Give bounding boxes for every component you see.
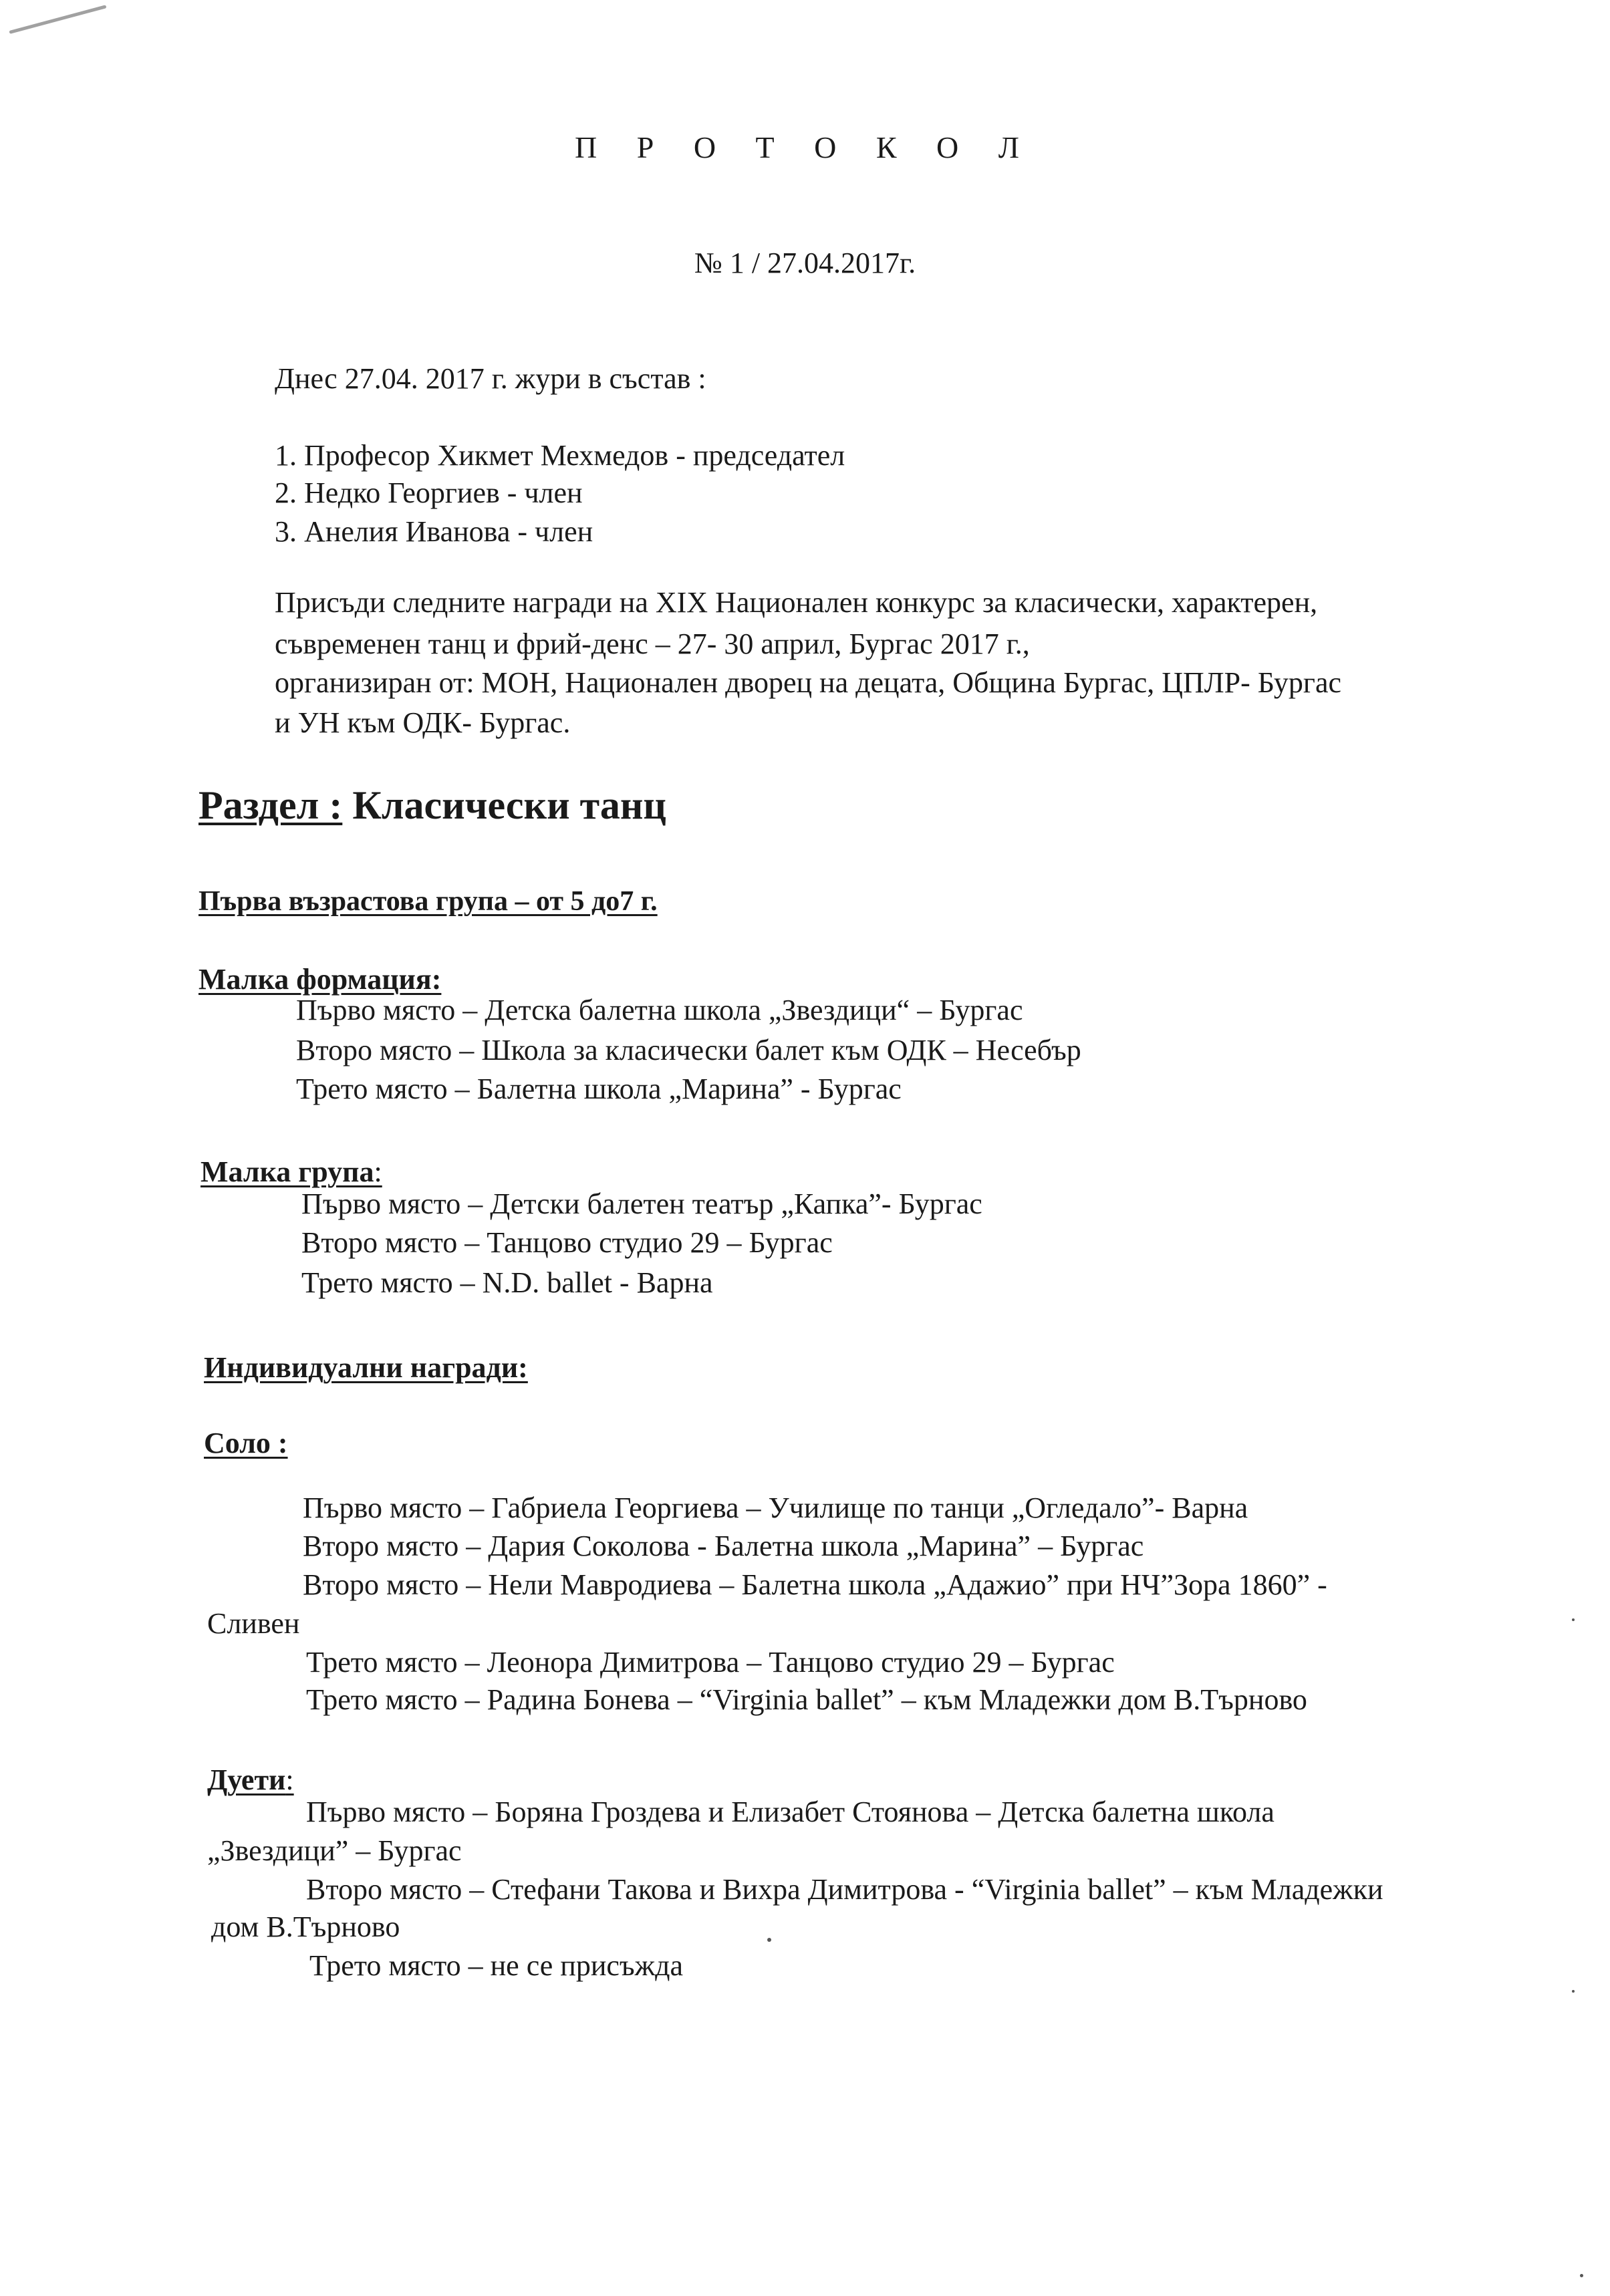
award-text-line-3: организиран от: МОН, Национален дворец на децата, Община Бургас, ЦПЛР- Бургас [275, 666, 1342, 699]
award-text-line-1: Присъди следните награди на XIX Национален конкурс за класически, характерен, [275, 586, 1318, 619]
protocol-number: № 1 / 27.04.2017г. [694, 247, 916, 279]
solo-entry-1: Първо място – Габриела Георгиева – Училище по танци „Огледало”- Варна [303, 1491, 1248, 1524]
intro-line: Днес 27.04. 2017 г. жури в състав : [275, 362, 706, 395]
scan-speck [1572, 1990, 1575, 1993]
jury-member-2: 2. Недко Георгиев - член [275, 476, 583, 509]
solo-entry-3: Второ място – Нели Мавродиева – Балетна школа „Адажио” при НЧ”Зора 1860” - [303, 1568, 1327, 1601]
section-heading [198, 785, 666, 825]
scan-pen-mark [9, 5, 106, 34]
small-formation-entry-2: Второ място – Школа за класически балет към ОДК – Несебър [296, 1034, 1081, 1066]
small-group-heading-text: Малка група [200, 1155, 374, 1188]
duets-entry-1: Първо място – Боряна Гроздева и Елизабет Стоянова – Детска балетна школа [306, 1796, 1274, 1828]
jury-member-1: 1. Професор Хикмет Мехмедов - председател [275, 439, 845, 472]
age-group-heading: Първа възрастова група – от 5 до7 г. [198, 886, 658, 917]
duets-entry-3: Трето място – не се присъжда [309, 1949, 684, 1982]
individual-awards-heading: Индивидуални награди: [204, 1351, 528, 1384]
solo-heading: Соло : [204, 1427, 288, 1459]
solo-entry-2: Второ място – Дария Соколова - Балетна школа „Марина” – Бургас [303, 1530, 1144, 1562]
duets-heading-text: Дуети [207, 1763, 286, 1796]
small-formation-heading: Малка формация: [198, 963, 442, 996]
duets-heading [207, 1765, 294, 1795]
section-label: Раздел : [198, 783, 343, 827]
duets-entry-2-continued: дом В.Търново [211, 1910, 400, 1943]
award-text-line-4: и УН към ОДК- Бургас. [275, 706, 571, 739]
document-title: П Р О Т О К О Л [575, 130, 1035, 164]
small-group-entry-1: Първо място – Детски балетен театър „Капка”- Бургас [301, 1187, 982, 1220]
scan-speck [767, 1938, 771, 1942]
small-group-entry-2: Второ място – Танцово студио 29 – Бургас [301, 1226, 833, 1259]
duets-heading-colon: : [285, 1763, 294, 1796]
duets-entry-2: Второ място – Стефани Такова и Вихра Димитрова - “Virginia ballet” – към Младежки [306, 1873, 1383, 1906]
scan-speck [1580, 2274, 1583, 2277]
small-formation-entry-1: Първо място – Детска балетна школа „Звездици“ – Бургас [296, 994, 1023, 1026]
solo-entry-5: Трето място – Радина Бонева – “Virginia ballet” – към Младежки дом В.Търново [306, 1683, 1307, 1716]
duets-entry-1-continued: „Звездици” – Бургас [207, 1834, 462, 1867]
award-text-line-2: съвременен танц и фрий-денс – 27- 30 април, Бургас 2017 г., [275, 627, 1030, 660]
small-group-heading-colon: : [374, 1155, 382, 1188]
section-name: Класически танц [342, 783, 666, 827]
solo-entry-3-continued: Сливен [207, 1607, 300, 1640]
scan-speck [1572, 1618, 1575, 1621]
jury-member-3: 3. Анелия Иванова - член [275, 515, 593, 548]
small-formation-entry-3: Трето място – Балетна школа „Марина” - Бургас [296, 1072, 902, 1105]
solo-entry-4: Трето място – Леонора Димитрова – Танцово студио 29 – Бургас [306, 1646, 1115, 1679]
small-group-heading [200, 1157, 382, 1187]
small-group-entry-3: Трето място – N.D. ballet - Варна [301, 1266, 713, 1299]
